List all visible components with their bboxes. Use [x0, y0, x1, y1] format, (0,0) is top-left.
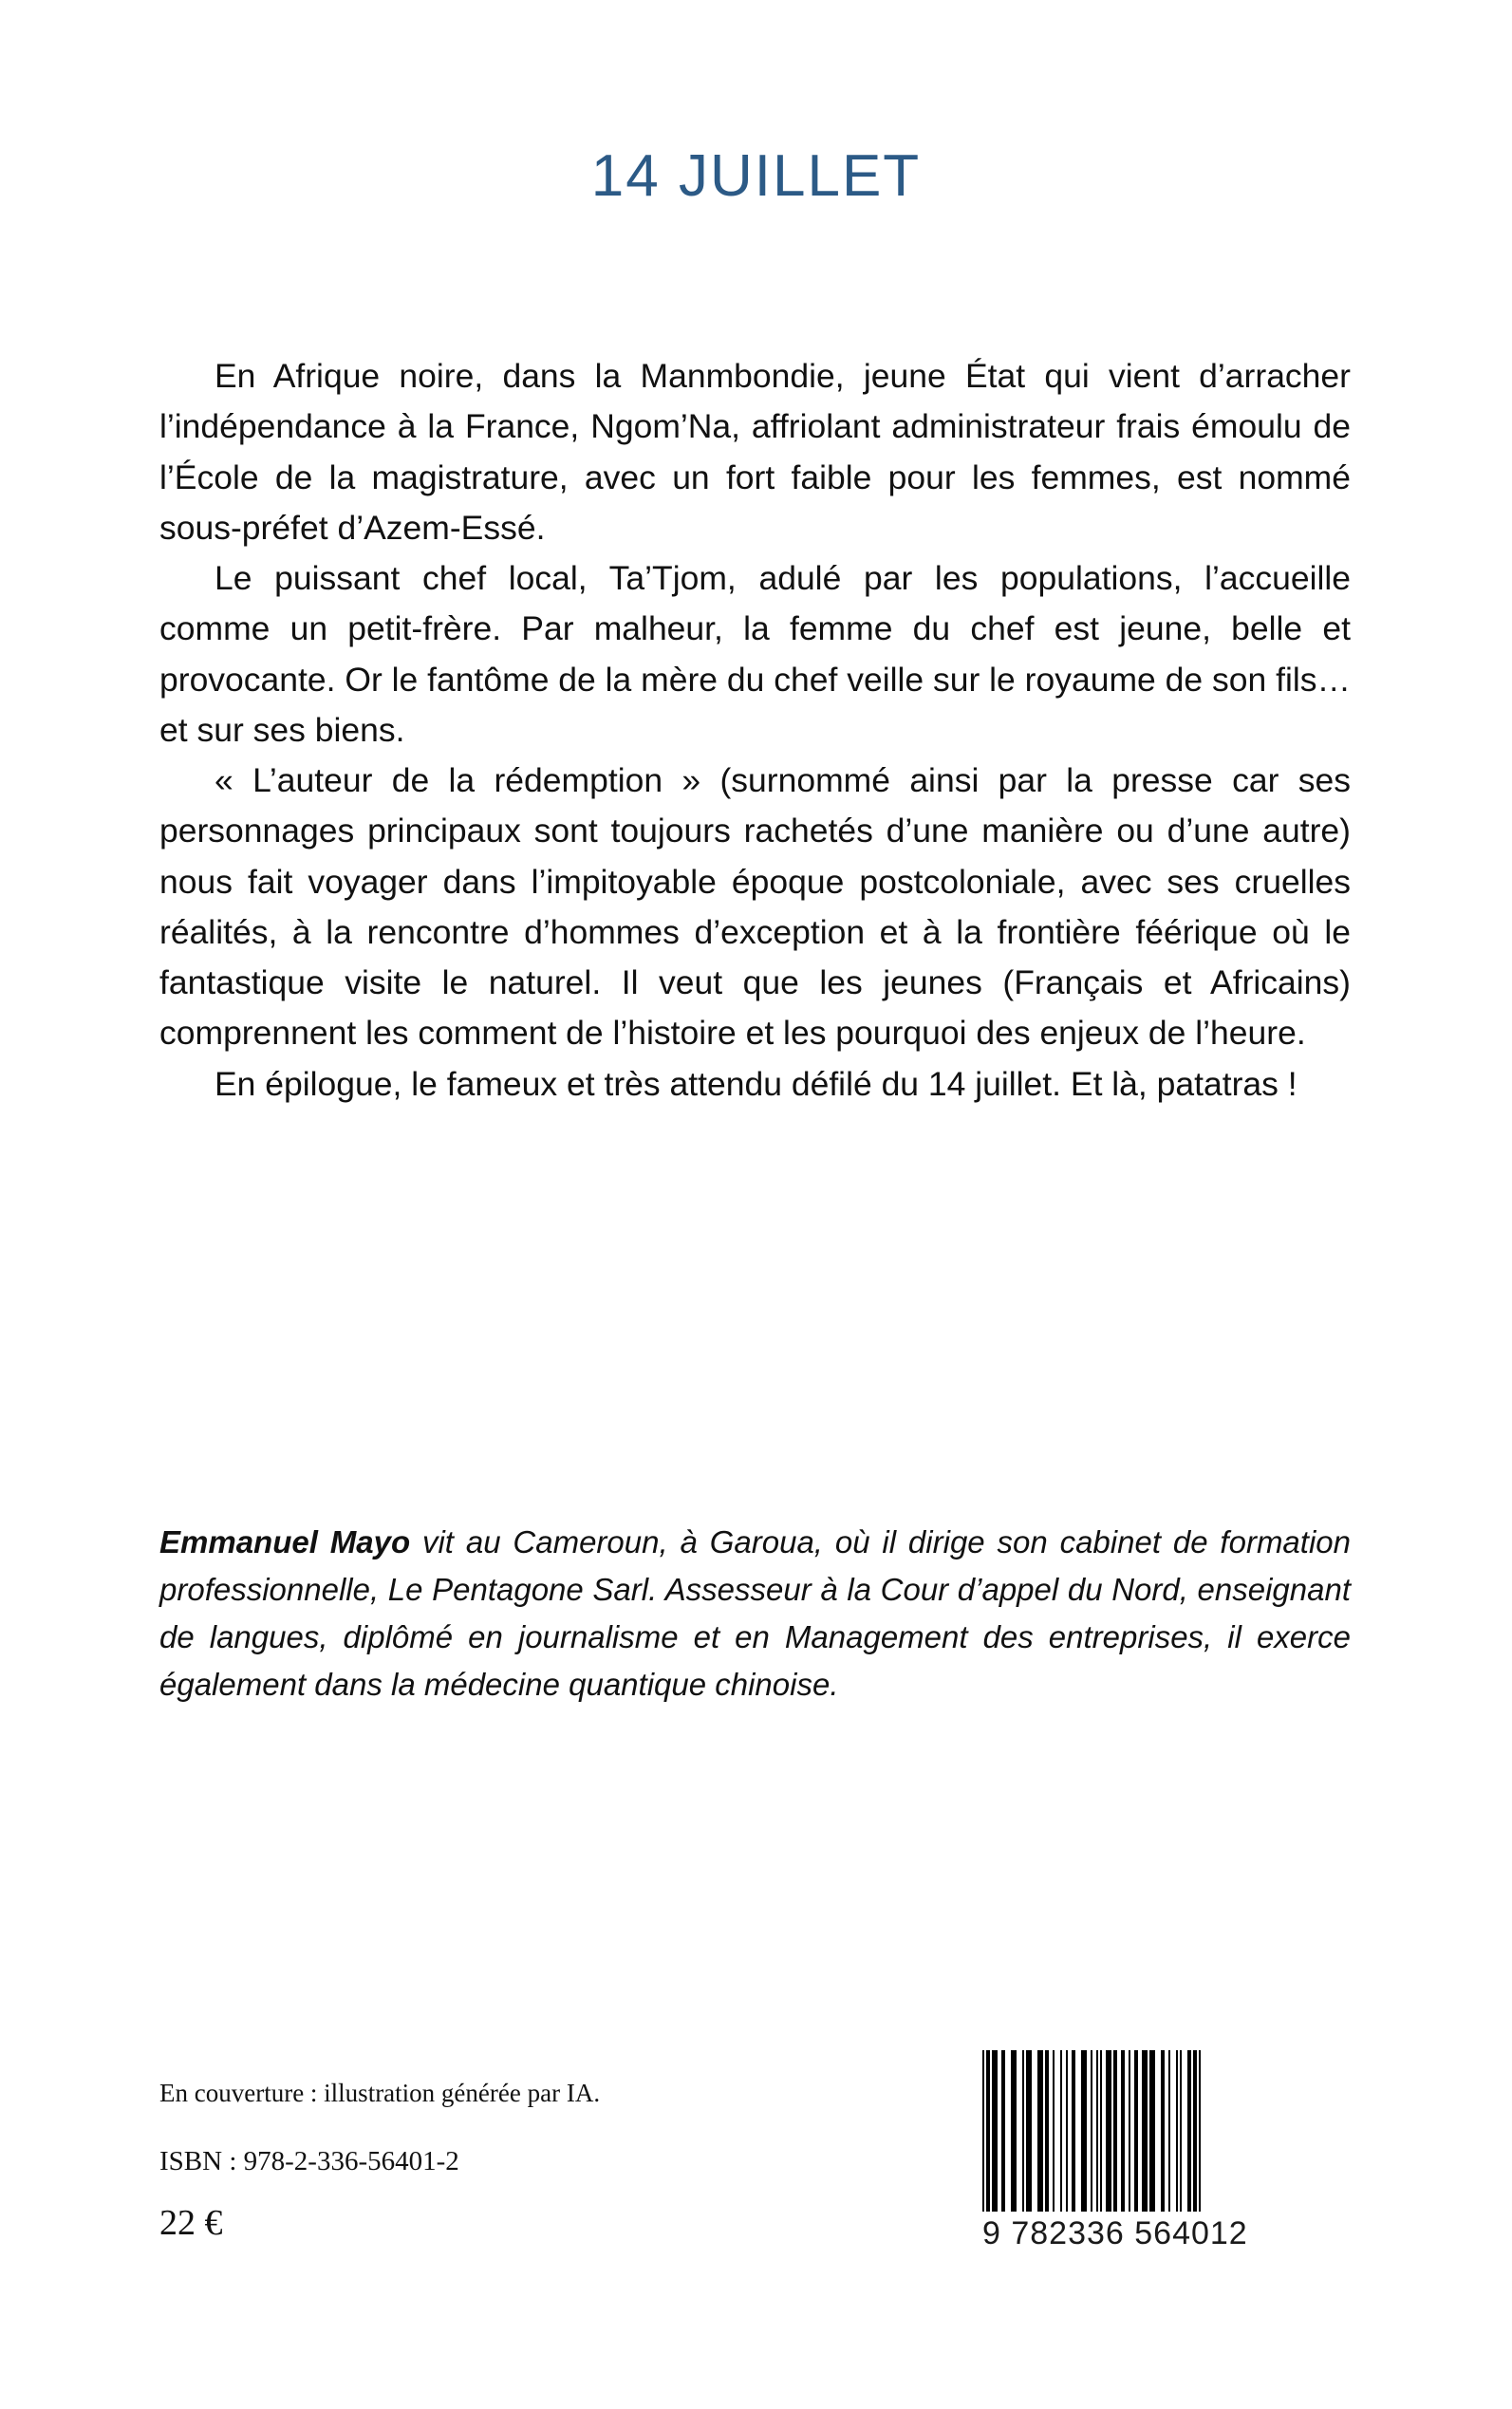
cover-credit: En couverture : illustration générée par IA. — [159, 2079, 601, 2107]
blurb-paragraph-1: En Afrique noire, dans la Manmbondie, jeune État qui vient d’arracher l’indépendance à la France, Ngom’Na, affriolant administrateur frais émoulu de l’École de la magistrature, avec un fort faible pour les femmes, est nommé sous-préfet d’Azem-Essé. — [159, 357, 1351, 547]
price-text: 22 € — [159, 2203, 223, 2243]
author-bio-text: vit au Cameroun, à Garoua, où il dirige son cabinet de formation professionnelle, Le Pentagone Sarl. Assesseur à la Cour d’appel du Nord, enseignant de langues, diplômé en journalisme et en Management des entreprises, il exerce également dans la médecine quantique chinoise. — [159, 1524, 1351, 1703]
barcode — [982, 2050, 1296, 2252]
barcode-digits: 9 782336 564012 — [982, 2215, 1248, 2251]
footer-info — [159, 2079, 919, 2244]
blurb-paragraph-4: En épilogue, le fameux et très attendu défilé du 14 juillet. Et là, patatras ! — [215, 1064, 1297, 1103]
barcode-bars — [982, 2050, 1288, 2212]
isbn-text: ISBN : 978-2-336-56401-2 — [159, 2146, 459, 2176]
blurb-paragraph-2: Le puissant chef local, Ta’Tjom, adulé par les populations, l’accueille comme un petit-frère. Par malheur, la femme du chef est jeune, belle et provocante. Or le fantôme de la mère du chef veille sur le royaume de son fils… et sur ses biens. — [159, 559, 1351, 749]
book-blurb — [159, 351, 1351, 1110]
author-biography — [159, 1519, 1351, 1709]
book-title: 14 JUILLET — [590, 143, 922, 209]
author-name: Emmanuel Mayo — [159, 1524, 411, 1559]
blurb-paragraph-3: « L’auteur de la rédemption » (surnommé ainsi par la presse car ses personnages principaux sont toujours rachetés d’une manière ou d’une autre) nous fait voyager dans l’impitoyable époque postcoloniale, avec ses cruelles réalités, à la rencontre d’hommes d’exception et à la frontière féérique où le fantastique visite le naturel. Il veut que les jeunes (Français et Africains) comprennent les comment de l’histoire et les pourquoi des enjeux de l’heure. — [159, 761, 1351, 1053]
